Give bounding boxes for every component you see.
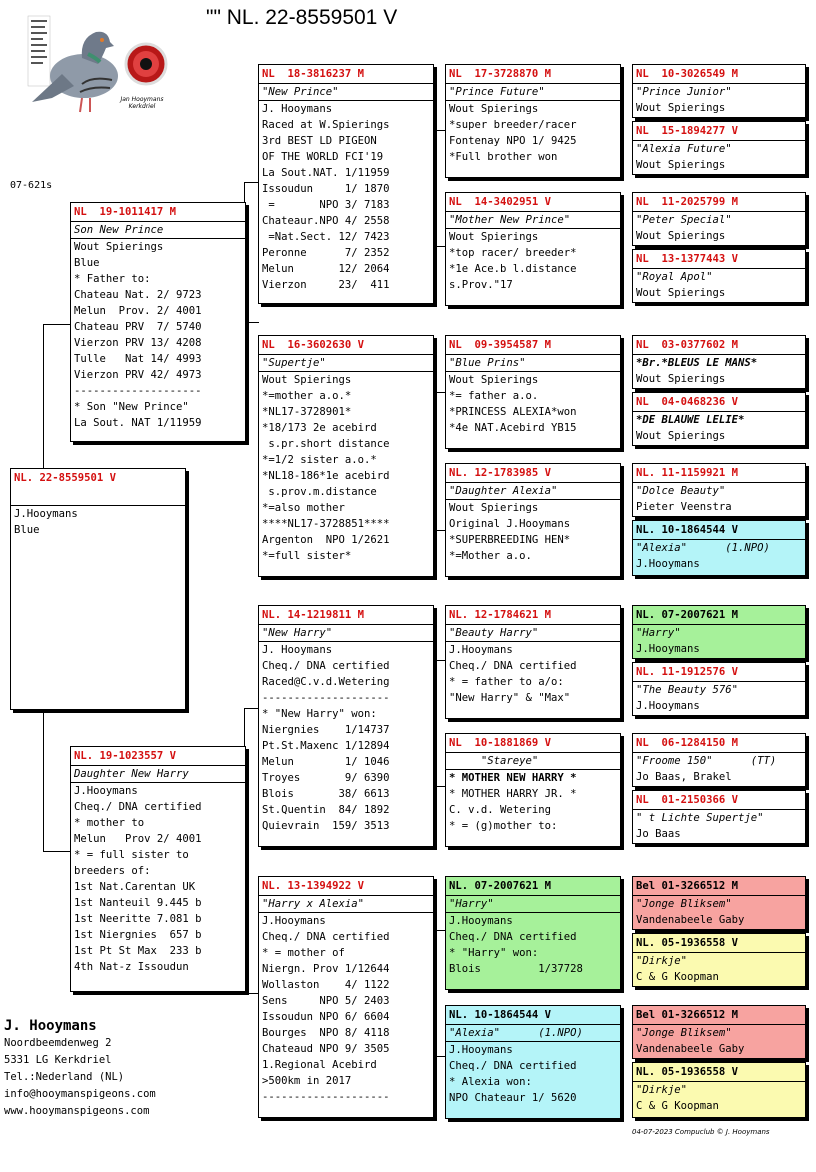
gen4-card-4[interactable] (632, 249, 806, 303)
gen3-card-3[interactable] (445, 335, 621, 449)
info-line: Niergnies 1/14737 (262, 724, 390, 736)
info-line: Melun Prov 2/ 4001 (74, 833, 202, 845)
info-line: Cheq./ DNA certified (262, 931, 390, 943)
info-line: Fontenay NPO 1/ 9425 (449, 135, 577, 147)
gen4-card-9[interactable] (632, 605, 806, 659)
pigeon-name: *Br.*BLEUS LE MANS* (636, 357, 758, 369)
connector (623, 98, 624, 154)
info-line: 1st Niergnies 657 b (74, 929, 202, 941)
info-line: J.Hooymans (74, 785, 138, 797)
grandsire-maternal-card[interactable] (258, 605, 434, 847)
gen4-card-1[interactable] (632, 64, 806, 118)
gen4-card-13[interactable] (632, 876, 806, 930)
ring-number: NL. 13-1394922 V (259, 877, 433, 896)
connector (43, 851, 71, 852)
info-line: OF THE WORLD FCI'19 (262, 151, 384, 163)
info-line: *top racer/ breeder* (449, 247, 577, 259)
pigeon-name: "Jonge Bliksem" (636, 1027, 732, 1039)
info-line: *SUPERBREEDING HEN* (449, 534, 571, 546)
ring-number: NL. 10-1864544 V (446, 1006, 620, 1025)
info-line: "New Harry" & "Max" (449, 692, 571, 704)
info-line: 4th Nat-z Issoudun (74, 961, 189, 973)
owner-name: Pieter Veenstra (636, 501, 732, 513)
gen3-card-2[interactable] (445, 192, 621, 306)
ring-number: NL 17-3728870 M (446, 65, 620, 84)
info-line: Cheq./ DNA certified (74, 801, 202, 813)
info-line: s.Prov."17 (449, 279, 513, 291)
gen4-card-10[interactable] (632, 662, 806, 716)
ring-number: NL 16-3602630 V (259, 336, 433, 355)
ring-number: NL 01-2150366 V (633, 791, 805, 810)
ring-number: Bel 01-3266512 M (633, 877, 805, 896)
info-line: Raced at W.Spierings (262, 119, 390, 131)
owner-name: Wout Spierings (636, 102, 726, 114)
info-line: Blue (74, 257, 100, 269)
info-line: Original J.Hooymans (449, 518, 571, 530)
gen3-card-4[interactable] (445, 463, 621, 577)
info-line: Chateau Nat. 2/ 9723 (74, 289, 202, 301)
owner-name: Jo Baas (636, 828, 681, 840)
info-line: 3rd BEST LD PIGEON (262, 135, 377, 147)
owner-name: Vandenabeele Gaby (636, 1043, 745, 1055)
info-line: Wout Spierings (449, 231, 539, 243)
owner-name: J.Hooymans (636, 643, 700, 655)
info-line: *=Mother a.o. (449, 550, 532, 562)
code-label: 07-621s (10, 180, 53, 191)
pigeon-name: Son New Prince (71, 222, 245, 239)
info-line: -------------------- (262, 1091, 390, 1103)
info-line: J.Hooymans (449, 915, 513, 927)
pigeon-name: "New Harry" (259, 625, 433, 642)
dam-card[interactable] (70, 746, 246, 992)
pigeon-name: "Dolce Beauty" (636, 485, 726, 497)
pigeon-name: "Beauty Harry" (446, 625, 620, 642)
ring-number: NL 09-3954587 M (446, 336, 620, 355)
gen4-card-14[interactable] (632, 933, 806, 987)
info-line: * mother to (74, 817, 145, 829)
info-line: J. Hooymans (262, 103, 333, 115)
pigeon-name: "Harry x Alexia" (259, 896, 433, 913)
gen3-card-7[interactable] (445, 876, 621, 990)
info-line: *=1/2 sister a.o.* (262, 454, 377, 466)
info-line: Vierzon PRV 13/ 4208 (74, 337, 202, 349)
info-line: Wout Spierings (74, 241, 164, 253)
ring-number: NL. 05-1936558 V (633, 934, 805, 953)
ring-number: NL. 12-1783985 V (446, 464, 620, 483)
info-line: Chateau PRV 7/ 5740 (74, 321, 202, 333)
info-line: Pt.St.Maxenc 1/12894 (262, 740, 390, 752)
ring-number: NL. 14-1219811 M (259, 606, 433, 625)
pigeon-name: "Supertje" (259, 355, 433, 372)
subject-card[interactable] (10, 468, 186, 710)
ring-number: NL 13-1377443 V (633, 250, 805, 269)
info-line: St.Quentin 84/ 1892 (262, 804, 390, 816)
owner-name: C & G Koopman (636, 971, 719, 983)
connector (244, 993, 259, 994)
gen4-card-8[interactable] (632, 520, 806, 576)
owner-name: J.Hooymans (636, 700, 700, 712)
info-line: * Alexia won: (449, 1076, 532, 1088)
breeder-address: Noordbeemdenweg 2 (4, 1037, 112, 1049)
connector (244, 322, 259, 323)
pigeon-name: "New Prince" (259, 84, 433, 101)
pigeon-name: "The Beauty 576" (636, 684, 739, 696)
info-line: Chateaud NPO 9/ 3505 (262, 1043, 390, 1055)
info-line: J. Hooymans (262, 644, 333, 656)
breeder-city: 5331 LG Kerkdriel (4, 1054, 112, 1066)
gen3-card-1[interactable] (445, 64, 621, 178)
connector (434, 660, 435, 786)
pigeon-name: "Jonge Bliksem" (636, 898, 732, 910)
connector (434, 392, 435, 530)
owner-name: J.Hooymans (14, 508, 78, 520)
info-line: Chateaur.NPO 4/ 2558 (262, 215, 390, 227)
gen4-card-7[interactable] (632, 463, 806, 517)
ring-number: NL. 11-1159921 M (633, 464, 805, 483)
info-line: Tulle Nat 14/ 4993 (74, 353, 202, 365)
info-line: *NL18-186*1e acebird (262, 470, 390, 482)
info-line: Cheq./ DNA certified (449, 931, 577, 943)
info-line: * = mother of (262, 947, 345, 959)
info-line: Sens NPO 5/ 2403 (262, 995, 390, 1007)
info-line: Cheq./ DNA certified (449, 1060, 577, 1072)
pigeon-name: *DE BLAUWE LELIE* (636, 414, 745, 426)
info-line: *= father a.o. (449, 390, 539, 402)
ring-number: NL 04-0468236 V (633, 393, 805, 412)
pigeon-name: "Alexia Future" (636, 143, 732, 155)
color-text: Blue (14, 524, 40, 536)
ring-number: NL. 22-8559501 V (14, 472, 117, 484)
owner-name: Wout Spierings (636, 230, 726, 242)
info-line: * MOTHER HARRY JR. * (449, 788, 577, 800)
pigeon-name: "Prince Future" (446, 84, 620, 101)
info-line: Wollaston 4/ 1122 (262, 979, 390, 991)
info-line: ****NL17-3728851**** (262, 518, 390, 530)
info-line: Wout Spierings (262, 374, 352, 386)
info-line: La Sout.NAT. 1/11959 (262, 167, 390, 179)
info-line: -------------------- (262, 692, 390, 704)
connector (623, 226, 624, 282)
info-line: Wout Spierings (449, 502, 539, 514)
info-line: NPO Chateaur 1/ 5620 (449, 1092, 577, 1104)
connector (434, 130, 435, 246)
footer-credit: 04-07-2023 Compuclub © J. Hooymans (632, 1128, 770, 1136)
ring-number: NL. 05-1936558 V (633, 1063, 805, 1082)
info-line: Vierzon 23/ 411 (262, 279, 390, 291)
gen3-card-5[interactable] (445, 605, 621, 719)
info-line: Argenton NPO 1/2621 (262, 534, 390, 546)
info-line: Melun 12/ 2064 (262, 263, 390, 275)
info-line: * = full sister to (74, 849, 189, 861)
pigeon-name: "Alexia" (1.NPO) (636, 542, 770, 554)
logo-caption: Jan Hooymans Kerkdriel (120, 96, 164, 110)
info-line: 1st Nat.Carentan UK (74, 881, 196, 893)
ring-number: NL. 07-2007621 M (633, 606, 805, 625)
owner-name: Jo Baas, Brakel (636, 771, 732, 783)
breeder-phone: Tel.:Nederland (NL) (4, 1071, 125, 1083)
info-line: Quievrain 159/ 3513 (262, 820, 390, 832)
breeder-name: J. Hooymans (4, 1018, 97, 1034)
pedigree-title: "" NL. 22-8559501 V (206, 6, 398, 29)
info-line: Issoudun 1/ 1870 (262, 183, 390, 195)
pigeon-name: "Mother New Prince" (446, 212, 620, 229)
info-line: 1st Neeritte 7.081 b (74, 913, 202, 925)
connector (244, 708, 259, 709)
ring-number: NL 14-3402951 V (446, 193, 620, 212)
info-line: Melun Prov. 2/ 4001 (74, 305, 202, 317)
connector (623, 768, 624, 824)
gen4-card-5[interactable] (632, 335, 806, 389)
info-line: * "New Harry" won: (262, 708, 377, 720)
connector (43, 708, 44, 851)
info-line: La Sout. NAT 1/11959 (74, 417, 202, 429)
info-line: Cheq./ DNA certified (262, 660, 390, 672)
grandsire-paternal-card[interactable] (258, 64, 434, 304)
info-line: s.prov.m.distance (262, 486, 377, 498)
ring-number: NL 19-1011417 M (71, 203, 245, 222)
gen4-card-2[interactable] (632, 121, 806, 175)
pigeon-name: "Blue Prins" (446, 355, 620, 372)
owner-name: Vandenabeele Gaby (636, 914, 745, 926)
info-line: breeders of: (74, 865, 151, 877)
info-line: Blois 1/37728 (449, 963, 583, 975)
gen3-card-6[interactable] (445, 733, 621, 847)
owner-name: Wout Spierings (636, 159, 726, 171)
info-line: 1st Nanteuil 9.445 b (74, 897, 202, 909)
info-line: * Father to: (74, 273, 151, 285)
breeder-info (4, 1018, 156, 1120)
info-line: *NL17-3728901* (262, 406, 352, 418)
owner-name: Wout Spierings (636, 287, 726, 299)
info-line: *4e NAT.Acebird YB15 (449, 422, 577, 434)
ring-number: NL. 07-2007621 M (446, 877, 620, 896)
info-line: Vierzon PRV 42/ 4973 (74, 369, 202, 381)
pigeon-name: "Daughter Alexia" (446, 483, 620, 500)
gen4-card-15[interactable] (632, 1005, 806, 1059)
pigeon-name: "Royal Apol" (636, 271, 713, 283)
connector (623, 496, 624, 554)
ring-number: NL. 12-1784621 M (446, 606, 620, 625)
info-line: 1st Pt St Max 233 b (74, 945, 202, 957)
info-line: -------------------- (74, 385, 202, 397)
owner-name: J.Hooymans (636, 558, 700, 570)
gen4-card-6[interactable] (632, 392, 806, 446)
info-line: *1e Ace.b l.distance (449, 263, 577, 275)
info-line: J.Hooymans (449, 644, 513, 656)
pigeon-name: "Harry" (636, 627, 681, 639)
sire-card[interactable] (70, 202, 246, 442)
ring-number: NL 10-3026549 M (633, 65, 805, 84)
pigeon-name: "Prince Junior" (636, 86, 732, 98)
pigeon-name: "Froome 150" (TT) (636, 755, 777, 767)
owner-name: C & G Koopman (636, 1100, 719, 1112)
pigeon-name: "Dirkje" (636, 955, 688, 967)
info-line: Wout Spierings (449, 374, 539, 386)
info-line: Troyes 9/ 6390 (262, 772, 390, 784)
info-line: J.Hooymans (262, 915, 326, 927)
ring-number: Bel 01-3266512 M (633, 1006, 805, 1025)
info-line: *Full brother won (449, 151, 558, 163)
connector (244, 182, 259, 183)
pigeon-name: "Peter Special" (636, 214, 732, 226)
owner-name: Wout Spierings (636, 373, 726, 385)
pigeon-name: " t Lichte Supertje" (636, 812, 764, 824)
info-line: Melun 1/ 1046 (262, 756, 390, 768)
pigeon-name: "Dirkje" (636, 1084, 688, 1096)
connector (623, 640, 624, 696)
info-line: s.pr.short distance (262, 438, 390, 450)
ring-number: NL. 19-1023557 V (71, 747, 245, 766)
gen4-card-3[interactable] (632, 192, 806, 246)
info-line: = NPO 3/ 7183 (262, 199, 390, 211)
info-line: Cheq./ DNA certified (449, 660, 577, 672)
info-line: Blois 38/ 6613 (262, 788, 390, 800)
gen4-card-12[interactable] (632, 790, 806, 844)
granddam-maternal-card[interactable] (258, 876, 434, 1118)
connector (43, 324, 71, 325)
granddam-paternal-card[interactable] (258, 335, 434, 577)
info-line: *PRINCESS ALEXIA*won (449, 406, 577, 418)
info-line: =Nat.Sect. 12/ 7423 (262, 231, 390, 243)
info-line: * = (g)mother to: (449, 820, 558, 832)
ring-number: NL 18-3816237 M (259, 65, 433, 84)
ring-number: NL 15-1894277 V (633, 122, 805, 141)
ring-number: NL. 10-1864544 V (633, 521, 805, 540)
pigeon-name: "Harry" (446, 896, 620, 913)
info-line: *=full sister* (262, 550, 352, 562)
ring-number: NL. 11-1912576 V (633, 663, 805, 682)
info-line: C. v.d. Wetering (449, 804, 552, 816)
ring-number: NL 11-2025799 M (633, 193, 805, 212)
info-line: * = father to a/o: (449, 676, 564, 688)
info-line: Wout Spierings (449, 103, 539, 115)
info-line: *=mother a.o.* (262, 390, 352, 402)
pigeon-name: Daughter New Harry (71, 766, 245, 783)
connector (623, 912, 624, 968)
breeder-website[interactable]: www.hooymanspigeons.com (4, 1105, 150, 1117)
info-line: * Son "New Prince" (74, 401, 189, 413)
connector (434, 930, 435, 1056)
ring-number: NL 10-1881869 V (446, 734, 620, 753)
connector (623, 1040, 624, 1096)
pigeon-name: "Alexia" (1.NPO) (446, 1025, 620, 1042)
info-line: Peronne 7/ 2352 (262, 247, 390, 259)
info-line: >500km in 2017 (262, 1075, 352, 1087)
connector (43, 324, 44, 469)
ring-number: NL 06-1284150 M (633, 734, 805, 753)
info-line: Issoudun NPO 6/ 6604 (262, 1011, 390, 1023)
connector (623, 370, 624, 426)
info-line: Bourges NPO 8/ 4118 (262, 1027, 390, 1039)
gen4-card-16[interactable] (632, 1062, 806, 1118)
info-line: *=also mother (262, 502, 345, 514)
pigeon-name: "Stareye" (446, 753, 620, 770)
info-line: J.Hooymans (449, 1044, 513, 1056)
breeder-email[interactable]: info@hooymanspigeons.com (4, 1088, 156, 1100)
info-line: * "Harry" won: (449, 947, 539, 959)
info-line: *super breeder/racer (449, 119, 577, 131)
info-line: Raced@C.v.d.Wetering (262, 676, 390, 688)
info-line: *18/173 2e acebird (262, 422, 377, 434)
gen4-card-11[interactable] (632, 733, 806, 787)
info-line: Niergn. Prov 1/12644 (262, 963, 390, 975)
ring-number: NL 03-0377602 M (633, 336, 805, 355)
gen3-card-8[interactable] (445, 1005, 621, 1119)
info-line: 1.Regional Acebird (262, 1059, 377, 1071)
info-line: * MOTHER NEW HARRY * (449, 772, 577, 784)
owner-name: Wout Spierings (636, 430, 726, 442)
